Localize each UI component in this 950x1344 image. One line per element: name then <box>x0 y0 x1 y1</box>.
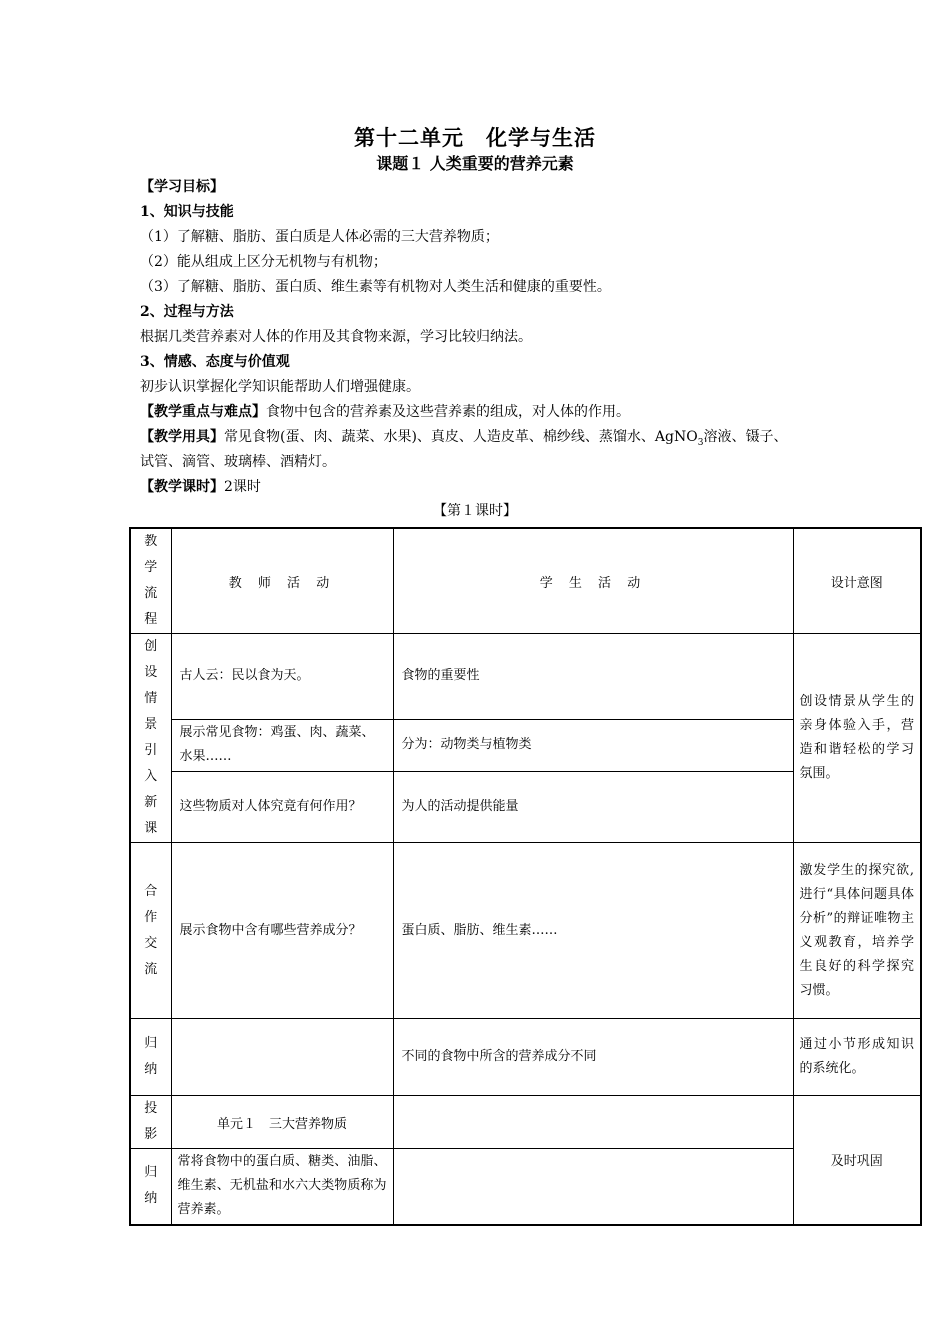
tools-line <box>140 427 787 453</box>
objectives-heading: 【学习目标】 <box>140 179 224 195</box>
tools-text: 常见食物(蛋、肉、蔬菜、水果)、真皮、人造皮革、棉纱线、蒸馏水、AgNO <box>224 429 698 445</box>
tools-subscript: 3 <box>697 437 704 448</box>
document-title: 第十二单元 化学与生活 <box>354 125 596 150</box>
header-design: 设计意图 <box>793 528 921 634</box>
hours-label: 【教学课时】 <box>140 479 224 495</box>
hours-text: 2课时 <box>224 479 261 495</box>
teacher-cell: 常将食物中的蛋白质、糖类、油脂、维生素、无机盐和水六大类物质称为营养素。 <box>171 1149 393 1225</box>
teacher-cell: 展示常见食物：鸡蛋、肉、蔬菜、水果…… <box>171 719 393 771</box>
header-teacher: 教 师 活 动 <box>171 528 393 634</box>
process-cell: 创设情景引入新课 <box>130 634 171 843</box>
section-process-title: 2、过程与方法 <box>140 304 234 320</box>
design-cell: 通过小节形成知识的系统化。 <box>793 1019 921 1096</box>
section-attitude-title: 3、情感、态度与价值观 <box>140 354 290 370</box>
student-cell: 蛋白质、脂肪、维生素…… <box>393 843 793 1019</box>
student-cell: 不同的食物中所含的营养成分不同 <box>393 1019 793 1096</box>
section-attitude-text: 初步认识掌握化学知识能帮助人们增强健康。 <box>140 379 420 395</box>
section-knowledge-title: 1、知识与技能 <box>140 204 234 220</box>
student-cell <box>393 1096 793 1149</box>
objective-item: （2）能从组成上区分无机物与有机物； <box>140 254 387 270</box>
student-cell: 为人的活动提供能量 <box>393 771 793 842</box>
table-row <box>130 843 921 1019</box>
tools-label: 【教学用具】 <box>140 429 224 445</box>
teacher-cell: 古人云：民以食为天。 <box>171 634 393 720</box>
hours-line <box>140 477 261 497</box>
key-points-text: 食物中包含的营养素及这些营养素的组成，对人体的作用。 <box>266 404 630 420</box>
process-cell: 合作交流 <box>130 843 171 1019</box>
key-points-label: 【教学重点与难点】 <box>140 404 266 420</box>
process-cell: 归纳 <box>130 1149 171 1225</box>
process-cell: 归纳 <box>130 1019 171 1096</box>
table-row <box>130 634 921 720</box>
teacher-cell <box>171 1019 393 1096</box>
tools-text-end: 溶液、镊子、 <box>703 429 788 445</box>
session-caption: 【第１课时】 <box>433 503 517 519</box>
student-cell <box>393 1149 793 1225</box>
key-points-line <box>140 402 630 422</box>
lesson-table <box>129 527 922 1226</box>
section-process-text: 根据几类营养素对人体的作用及其食物来源，学习比较归纳法。 <box>140 329 532 345</box>
table-header-row <box>130 528 921 634</box>
tools-line-2: 试管、滴管、玻璃棒、酒精灯。 <box>140 454 336 470</box>
lesson-subtitle: 课题１ 人类重要的营养元素 <box>376 154 574 173</box>
process-cell: 投影 <box>130 1096 171 1149</box>
student-cell: 食物的重要性 <box>393 634 793 720</box>
objective-item: （1）了解糖、脂肪、蛋白质是人体必需的三大营养物质； <box>140 229 499 245</box>
header-student: 学 生 活 动 <box>393 528 793 634</box>
header-process: 教学流程 <box>130 528 171 634</box>
objective-item: （3）了解糖、脂肪、蛋白质、维生素等有机物对人类生活和健康的重要性。 <box>140 279 611 295</box>
table-row <box>130 1019 921 1096</box>
teacher-cell: 单元１ 三大营养物质 <box>171 1096 393 1149</box>
table-row <box>130 1096 921 1149</box>
teacher-cell: 这些物质对人体究竟有何作用？ <box>171 771 393 842</box>
design-cell: 激发学生的探究欲,进行“具体问题具体分析”的辩证唯物主义观教育，培养学生良好的科学探究习惯。 <box>793 843 921 1019</box>
design-cell: 及时巩固 <box>793 1096 921 1225</box>
teacher-cell: 展示食物中含有哪些营养成分？ <box>171 843 393 1019</box>
design-cell: 创设情景从学生的亲身体验入手，营造和谐轻松的学习氛围。 <box>793 634 921 843</box>
student-cell: 分为：动物类与植物类 <box>393 719 793 771</box>
